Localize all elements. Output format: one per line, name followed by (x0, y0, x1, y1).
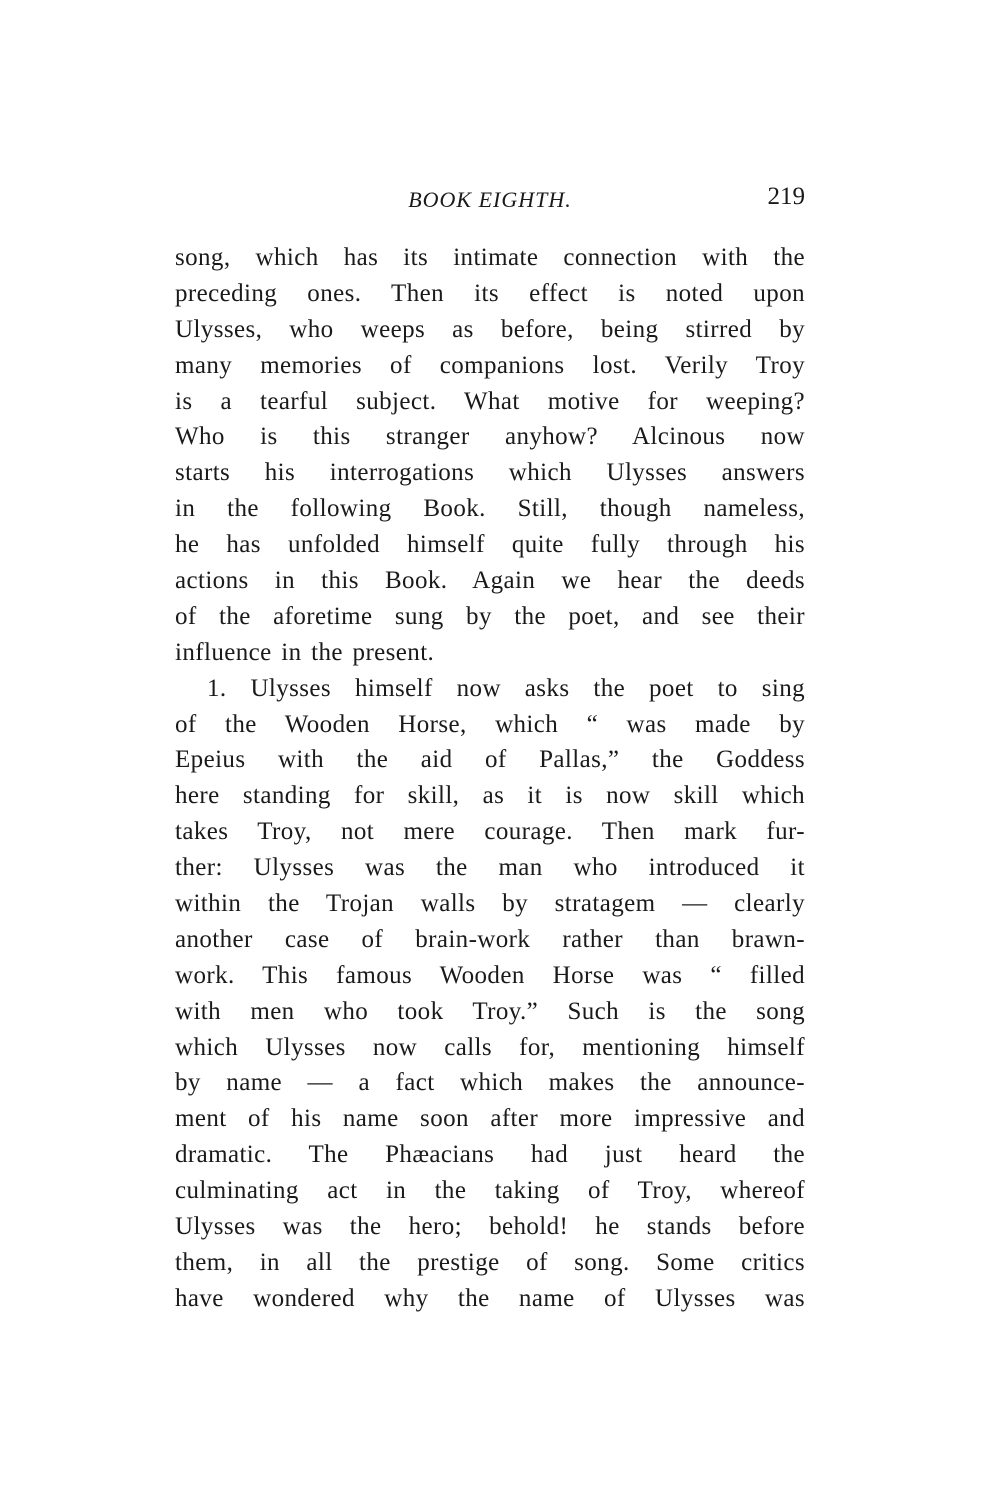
running-head (175, 183, 805, 219)
text-line: he has unfolded himself quite fully through his (175, 531, 805, 559)
text-line: of the Wooden Horse, which “ was made by (175, 710, 805, 738)
text-line: many memories of companions lost. Verily Troy (175, 351, 805, 379)
text-line: song, which has its intimate connection with the (175, 244, 805, 271)
text-line: starts his interrogations which Ulysses answers (175, 459, 805, 487)
text-line: Ulysses, who weeps as before, being stirred by (175, 315, 805, 343)
text-line: by name — a fact which makes the announce- (175, 1069, 805, 1097)
paragraph-start-line: 1. Ulysses himself now asks the poet to sing (207, 674, 805, 702)
text-line: with men who took Troy.” Such is the song (175, 997, 805, 1025)
text-line: is a tearful subject. What motive for weeping? (175, 387, 805, 415)
text-line: ther: Ulysses was the man who introduced it (175, 854, 805, 882)
body-text (175, 240, 805, 1317)
text-line: here standing for skill, as it is now skill which (175, 782, 805, 810)
text-line: culminating act in the taking of Troy, whereof (175, 1177, 805, 1205)
text-line: of the aforetime sung by the poet, and see their (175, 602, 805, 630)
text-line: within the Trojan walls by stratagem — clearly (175, 890, 805, 918)
text-line: have wondered why the name of Ulysses was (175, 1284, 805, 1312)
text-line: dramatic. The Phæacians had just heard the (175, 1141, 805, 1169)
paragraph-end-line: influence in the present. (175, 638, 435, 666)
text-line: another case of brain-work rather than brawn- (175, 925, 805, 953)
text-line: Ulysses was the hero; behold! he stands before (175, 1213, 805, 1241)
text-line: Who is this stranger anyhow? Alcinous now (175, 423, 805, 451)
text-line: work. This famous Wooden Horse was “ filled (175, 961, 805, 989)
text-line: in the following Book. Still, though nameless, (175, 495, 805, 523)
text-line: them, in all the prestige of song. Some critics (175, 1248, 805, 1276)
text-line: takes Troy, not mere courage. Then mark fur- (175, 818, 805, 846)
text-line: preceding ones. Then its effect is noted upon (175, 279, 805, 307)
text-line: which Ulysses now calls for, mentioning himself (175, 1033, 805, 1061)
text-line: ment of his name soon after more impressive and (175, 1105, 805, 1133)
text-line: Epeius with the aid of Pallas,” the Goddess (175, 746, 805, 774)
text-line: actions in this Book. Again we hear the deeds (175, 567, 805, 595)
running-title: BOOK EIGHTH. (408, 187, 572, 212)
page-number: 219 (767, 183, 805, 210)
